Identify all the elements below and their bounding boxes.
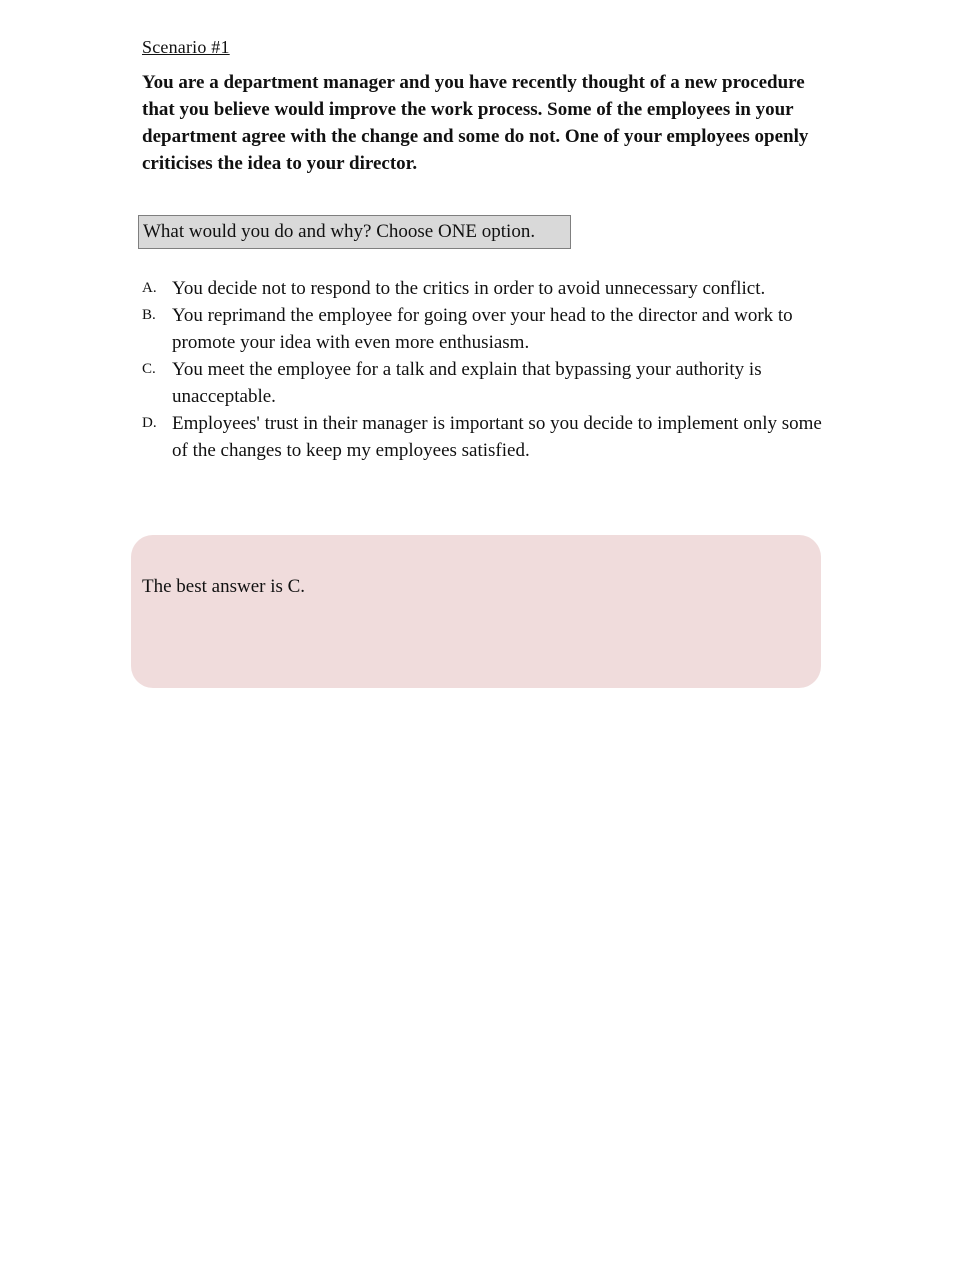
option-letter: D. <box>142 415 157 431</box>
option-text: You decide not to respond to the critics in order to avoid unnecessary conflict. <box>172 278 766 299</box>
option-text: You meet the employee for a talk and explain that bypassing your authority is unacceptable. <box>172 359 762 407</box>
option-a <box>142 275 842 302</box>
answer-text: The best answer is C. <box>142 576 306 597</box>
options-list <box>142 275 842 464</box>
option-c <box>142 356 842 410</box>
answer-box <box>131 535 821 688</box>
option-d <box>142 410 842 464</box>
question-prompt: What would you do and why? Choose ONE option. <box>138 215 571 249</box>
option-text: Employees' trust in their manager is important so you decide to implement only some of the changes to keep my employees satisfied. <box>172 413 822 461</box>
option-letter: A. <box>142 280 157 296</box>
scenario-description: You are a department manager and you have recently thought of a new procedure that you believe would improve the work process. Some of the employees in your department agree with the change and some do not. One of your employees openly criticises the idea to your director. <box>142 72 809 174</box>
scenario-title: Scenario #1 <box>142 37 230 57</box>
option-text: You reprimand the employee for going over your head to the director and work to promote your idea with even more enthusiasm. <box>172 305 793 353</box>
option-letter: C. <box>142 361 156 377</box>
option-letter: B. <box>142 307 156 323</box>
option-b <box>142 302 842 356</box>
